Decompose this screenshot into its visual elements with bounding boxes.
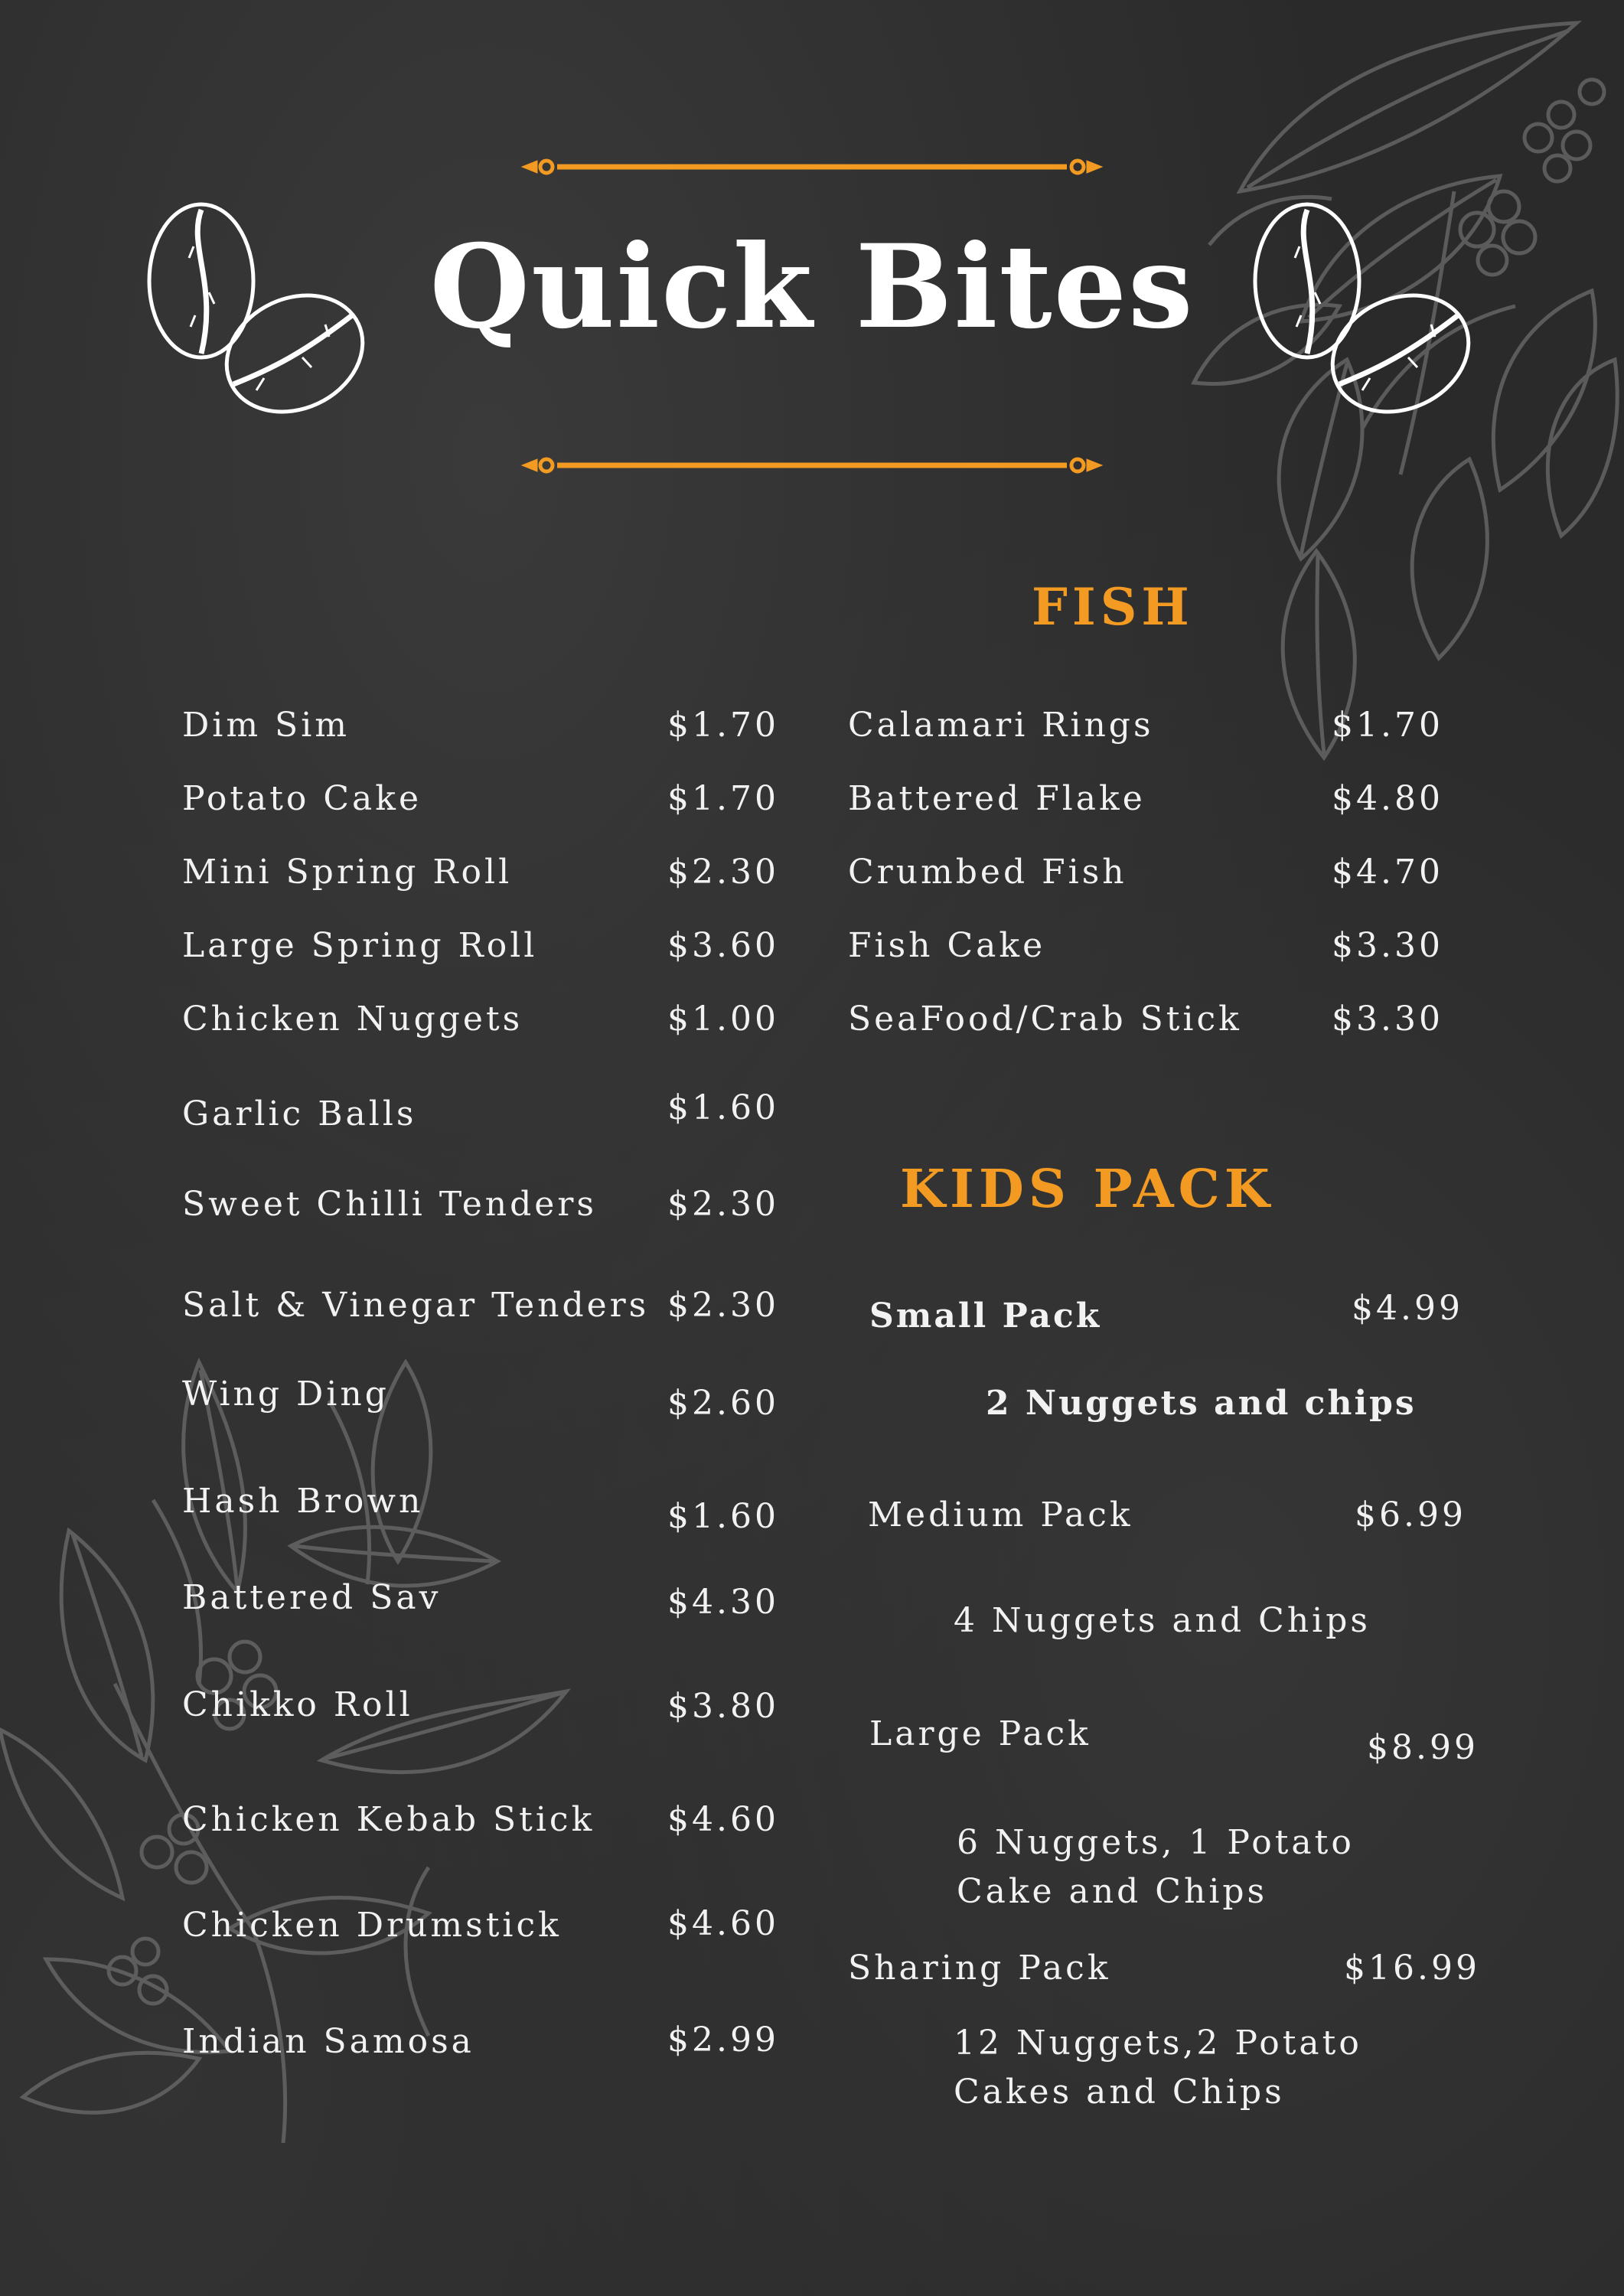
kids-pack-name: Large Pack: [869, 1714, 1091, 1753]
ornamental-divider-icon: [520, 452, 1104, 479]
menu-item-price: $4.60: [667, 1800, 779, 1839]
menu-item-name: Chicken Kebab Stick: [182, 1800, 595, 1839]
menu-item-name: Garlic Balls: [182, 1094, 417, 1133]
coffee-bean-icon: [142, 201, 379, 430]
menu-item-price: $2.99: [667, 2020, 779, 2060]
kids-pack-description: 6 Nuggets, 1 Potato: [957, 1823, 1355, 1862]
menu-item-name: Hash Brown: [182, 1482, 424, 1521]
fish-item-price: $4.70: [1332, 853, 1443, 892]
kids-pack-price: $8.99: [1367, 1728, 1479, 1767]
kids-pack-description: Cakes and Chips: [954, 2073, 1285, 2112]
kids-pack-name: Medium Pack: [868, 1495, 1133, 1534]
menu-item-price: $2.30: [667, 1185, 779, 1224]
coffee-bean-icon: [1247, 201, 1485, 430]
menu-item-name: Indian Samosa: [182, 2022, 474, 2061]
kids-pack-price: $4.99: [1352, 1289, 1463, 1328]
ornamental-divider-icon: [520, 153, 1104, 181]
kids-pack-description: 12 Nuggets,2 Potato: [954, 2024, 1362, 2063]
fish-item-name: Battered Flake: [848, 779, 1146, 818]
menu-item-name: Mini Spring Roll: [182, 853, 513, 892]
kids-pack-price: $6.99: [1355, 1495, 1466, 1534]
fish-item-name: Crumbed Fish: [848, 853, 1127, 892]
kids-pack-price: $16.99: [1344, 1949, 1480, 1988]
kids-pack-name: Sharing Pack: [848, 1949, 1111, 1988]
menu-item-name: Chicken Nuggets: [182, 1000, 523, 1039]
menu-item-price: $1.60: [667, 1497, 779, 1536]
fish-item-price: $3.30: [1332, 926, 1443, 965]
fish-heading: FISH: [1032, 577, 1194, 637]
menu-item-price: $2.30: [667, 853, 779, 892]
menu-item-name: Chicken Drumstick: [182, 1906, 562, 1945]
menu-item-price: $4.30: [667, 1583, 779, 1622]
menu-item-name: Potato Cake: [182, 779, 422, 818]
menu-item-price: $3.60: [667, 926, 779, 965]
fish-item-price: $3.30: [1332, 1000, 1443, 1039]
kids-pack-heading: KIDS PACK: [900, 1159, 1274, 1220]
menu-item-name: Battered Sav: [182, 1578, 442, 1617]
kids-pack-description: Cake and Chips: [957, 1872, 1268, 1911]
menu-item-price: $3.80: [667, 1687, 779, 1726]
kids-pack-description: 4 Nuggets and Chips: [954, 1601, 1371, 1640]
menu-item-price: $1.60: [667, 1088, 779, 1127]
menu-item-name: Salt & Vinegar Tenders: [182, 1286, 650, 1325]
menu-item-name: Dim Sim: [182, 706, 350, 745]
fish-item-name: SeaFood/Crab Stick: [848, 1000, 1242, 1039]
menu-item-price: $4.60: [667, 1904, 779, 1943]
menu-item-price: $1.70: [667, 779, 779, 818]
menu-item-price: $1.70: [667, 706, 779, 745]
fish-item-name: Fish Cake: [848, 926, 1046, 965]
menu-title: Quick Bites: [429, 220, 1195, 354]
menu-item-name: Sweet Chilli Tenders: [182, 1185, 597, 1224]
menu-item-price: $2.30: [667, 1286, 779, 1325]
fish-item-price: $4.80: [1332, 779, 1443, 818]
fish-item-name: Calamari Rings: [848, 706, 1154, 745]
menu-item-name: Chikko Roll: [182, 1685, 413, 1724]
menu-item-price: $1.00: [667, 1000, 779, 1039]
kids-pack-name: Small Pack: [869, 1296, 1102, 1336]
menu-item-name: Large Spring Roll: [182, 926, 538, 965]
fish-item-price: $1.70: [1332, 706, 1443, 745]
menu-item-name: Wing Ding: [182, 1375, 390, 1414]
kids-pack-description: 2 Nuggets and chips: [986, 1384, 1417, 1423]
menu-item-price: $2.60: [667, 1384, 779, 1423]
